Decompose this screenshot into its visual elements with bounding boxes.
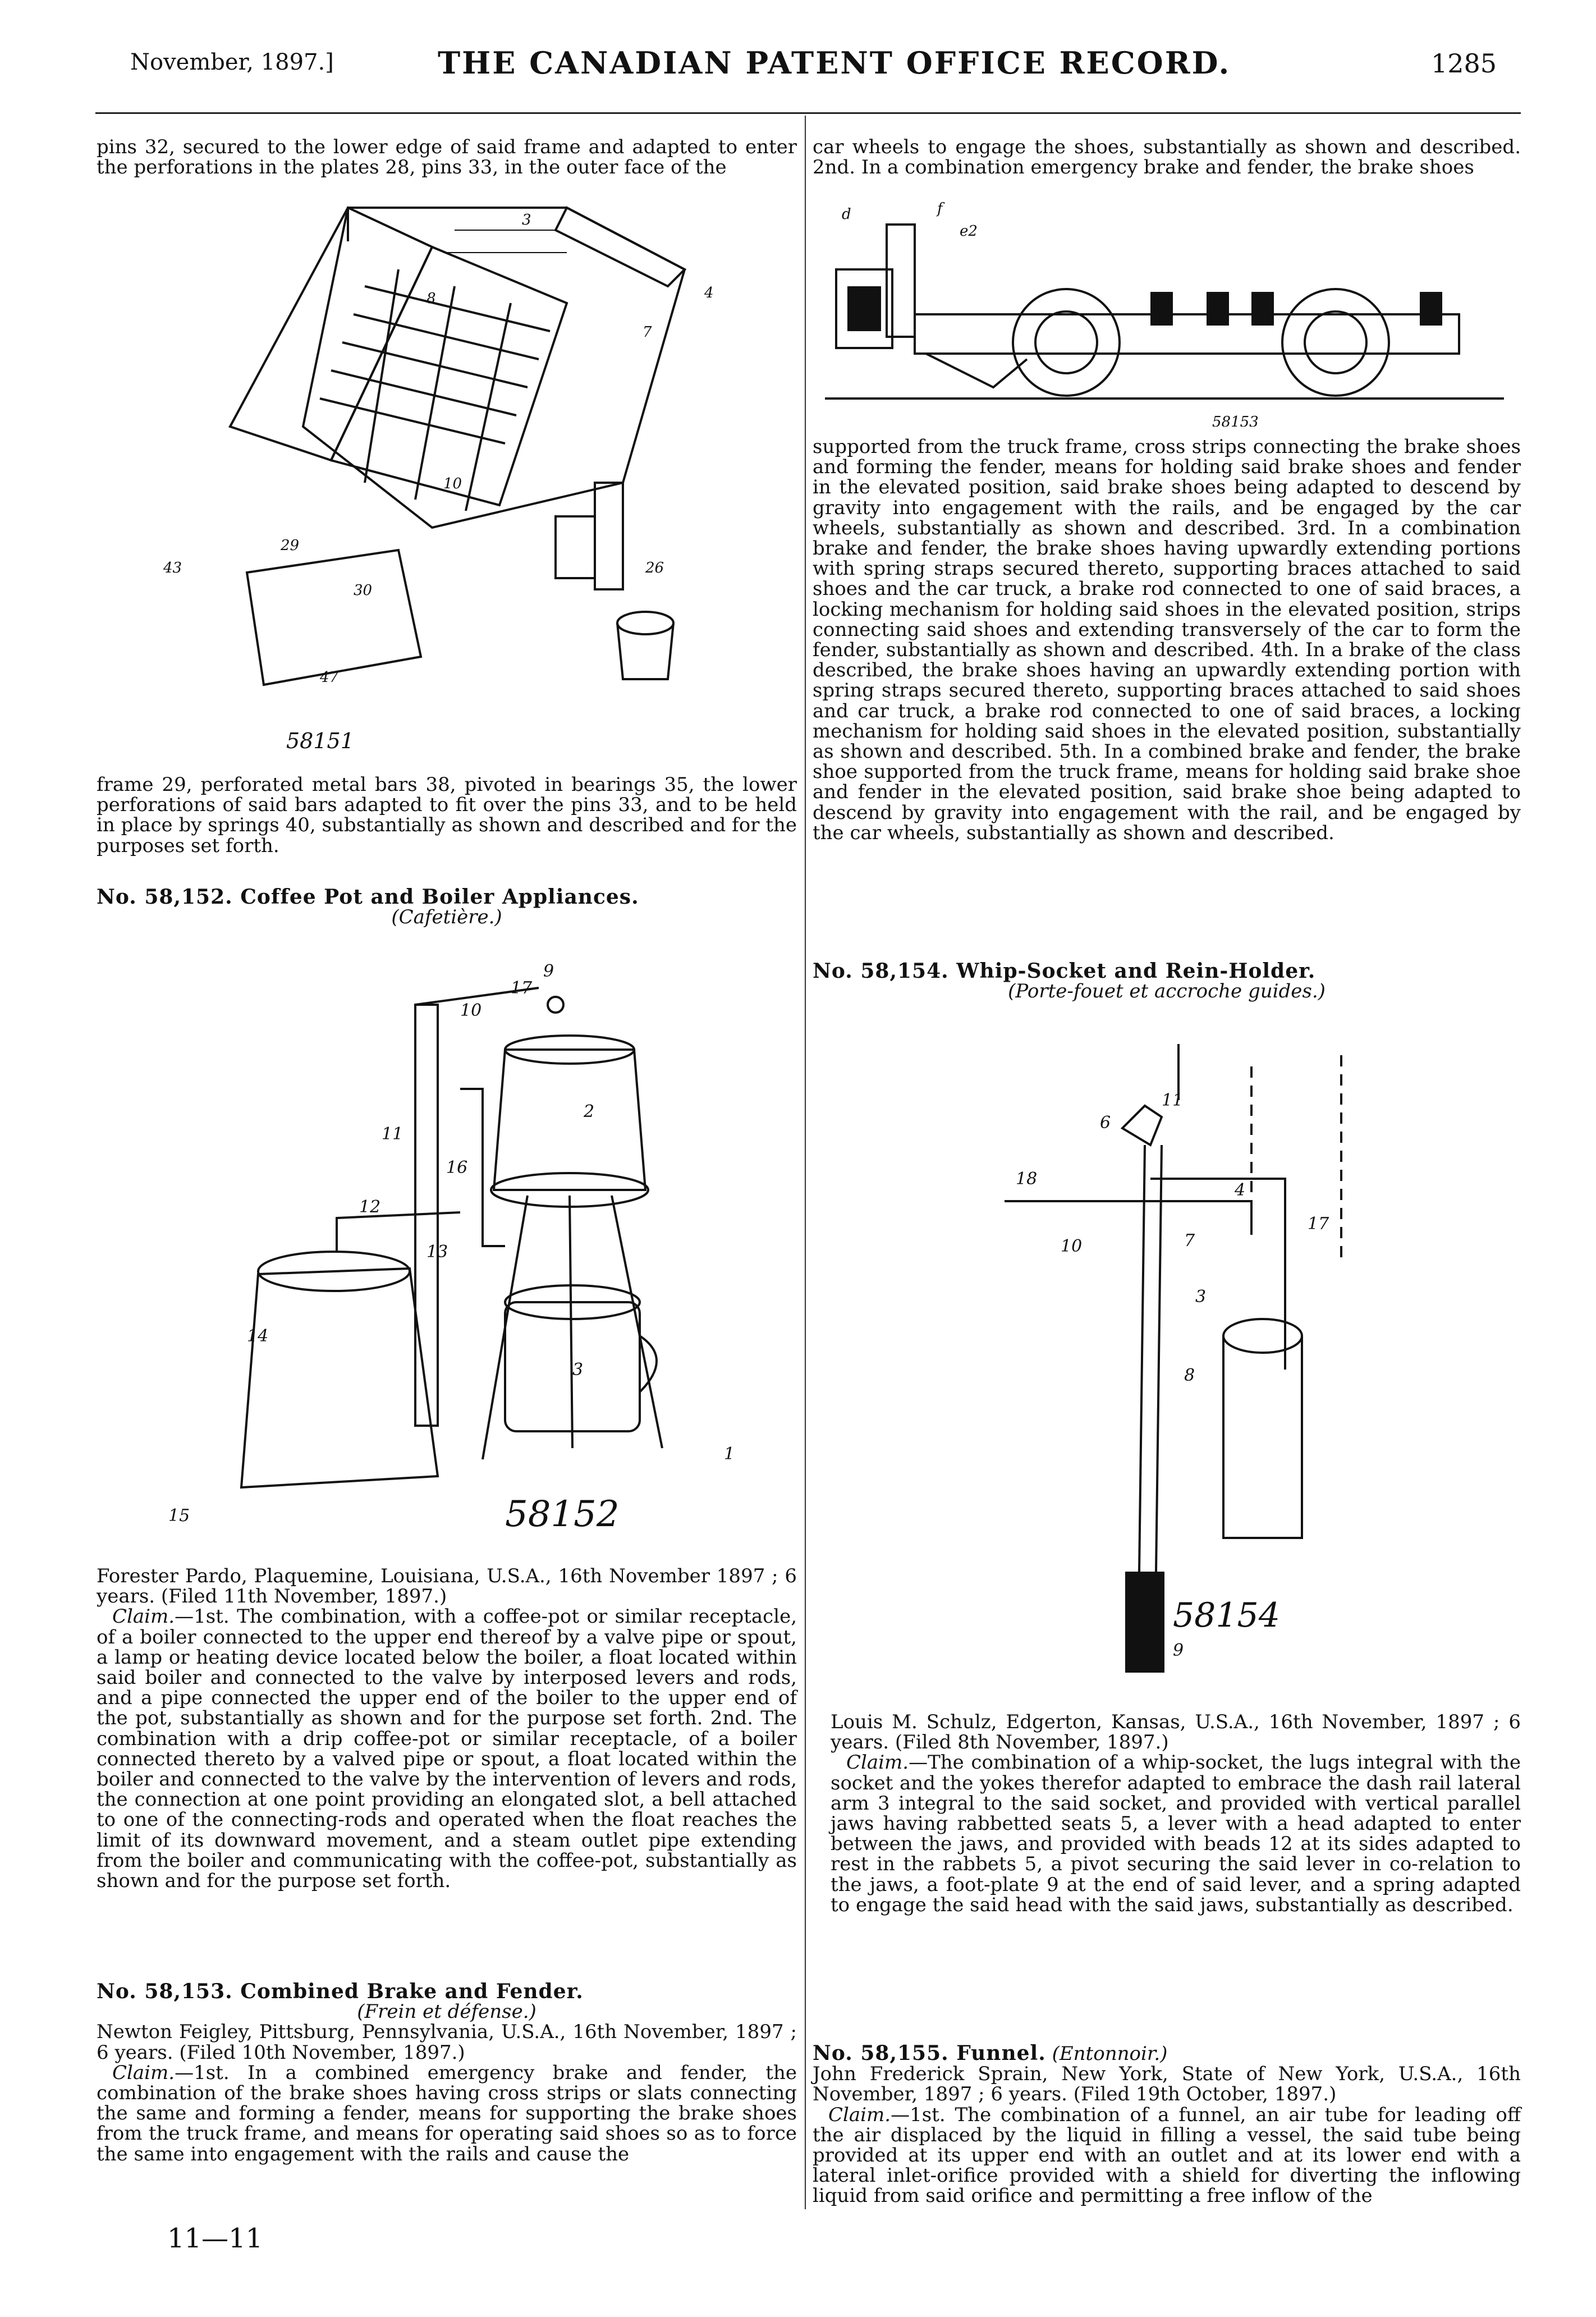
patent-drawing-58151 — [163, 191, 730, 752]
drawing-58154-svg — [1005, 1033, 1409, 1678]
fig-ref-2: 2 — [584, 1102, 595, 1121]
signature-mark: 11—11 — [167, 2223, 263, 2254]
patent-58152-body — [97, 1566, 797, 1891]
patent-claim — [97, 2063, 797, 2164]
fig-ref-7: 7 — [643, 324, 652, 341]
fig-ref-label: 58153 — [1212, 414, 1259, 427]
continuation-text: frame 29, perforated metal bars 38, pivoted in bearings 35, the lower perforations of said bars adapted to fit over the pins 33, and to be held in place by springs 40, substantially as shown and described and for the purposes set forth. — [97, 773, 797, 857]
fig-ref-10: 10 — [460, 1001, 482, 1020]
fig-ref-16: 16 — [446, 1158, 468, 1178]
patent-58154-heading-block — [813, 961, 1521, 1001]
claim-text: —1st. The combination, with a coffee-pot or similar receptacle, of a boiler connected to the upper end thereof by a valve pipe or spout, a lamp or heating device located below the boiler, a float located within said boiler and connected to the valve by interposed levers and rods, and a pipe connected the upper end of the boiler to the upper end of the pot, substantially as shown and for the purpose set forth. 2nd. The combination with a drip coffee-pot or similar receptacle, of a boiler connected thereto by a valved pipe or spout, a float located within the boiler and connected to the valve by the intervention of levers and rods, the connection at one point providing an elongated slot, a bell attached to one of the connecting-rods and operated when the float reaches the limit of its downward movement, and a steam outlet pipe extending from the boiler and communicating with the coffee-pot, substantially as shown and for the purpose set forth. — [97, 1605, 797, 1893]
fig-ref-17: 17 — [1308, 1214, 1329, 1234]
fig-ref-11: 11 — [382, 1124, 403, 1144]
continuation-text: supported from the truck frame, cross strips connecting the brake shoes and forming the fender, means for holding said brake shoes and fender in the elevated position, said brake shoes being adapted to descend by gravity into engagement with the rails, and be engaged by the car wheels, substantially as shown and described. 3rd. In a combination brake and fender, the brake shoes having upwardly extending portions with spring straps secured thereto, supporting braces attached to said shoes and the car truck, a brake rod connected to one of said braces, a locking mechanism for holding said shoes in the elevated position, strips connecting said shoes and extending transversely of the car to form the fender, substantially as shown and described. 4th. In a brake of the class described, the brake shoes having an upwardly extending portion with spring straps secured thereto, supporting braces attached to said shoes and car truck, a brake rod connected to one of said braces, a locking mechanism for holding said shoes in the elevated position, substantially as shown and described. 5th. In a combined brake and fender, the brake shoe supported from the truck frame, means for holding said brake shoe and fender in the elevated position, said brake shoe being adapted to descend by gravity into engagement with the rail, and be engaged by the car wheels, substantially as shown and described. — [813, 436, 1521, 844]
fig-ref-4: 4 — [704, 285, 714, 301]
fig-ref-13: 13 — [426, 1242, 448, 1262]
fig-ref-17: 17 — [511, 978, 533, 998]
claim-label: Claim. — [112, 1605, 175, 1628]
patent-inventor: Forester Pardo, Plaquemine, Louisiana, U.S.A., 16th November 1897 ; 6 years. (Filed 11th November, 1897.) — [97, 1565, 797, 1608]
column-divider — [805, 116, 806, 2209]
fig-ref-3: 3 — [522, 212, 531, 228]
patent-58155-block — [813, 2043, 1521, 2206]
fig-ref-11: 11 — [1162, 1091, 1184, 1110]
patent-claim — [813, 2105, 1521, 2206]
patent-subtitle: (Frein et défense.) — [357, 2000, 536, 2023]
fig-ref-7: 7 — [1184, 1231, 1195, 1251]
journal-title: THE CANADIAN PATENT OFFICE RECORD. — [438, 45, 1231, 81]
fig-ref-3: 3 — [572, 1360, 584, 1380]
figure-label-58154: 58154 — [1173, 1596, 1280, 1635]
patent-heading: No. 58,154. Whip-Socket and Rein-Holder. — [813, 959, 1316, 983]
patent-drawing-58152 — [168, 954, 741, 1572]
drawing-58151-svg — [163, 191, 730, 752]
fig-ref-6: 6 — [1100, 1113, 1111, 1133]
figure-label-58151: 58151 — [286, 729, 354, 753]
fig-ref-9: 9 — [543, 961, 554, 981]
page-number: 1285 — [1431, 48, 1497, 79]
patent-drawing-58153 — [825, 191, 1504, 427]
drawing-58153-svg — [825, 191, 1504, 427]
header-date: November, 1897.] — [130, 49, 334, 75]
claim-text: —The combination of a whip-socket, the lugs integral with the socket and the yokes therefor adapted to embrace the dash rail lateral arm 3 integral to the said socket, and provided with vertical parallel jaws having rabbetted seats 5, a lever with a head adapted to enter between the jaws, and provided with beads 12 at its sides adapted to rest in the rabbets 5, a pivot securing the said lever in co-relation to the jaws, a foot-plate 9 at the end of said lever, and a spring adapted to engage the said head with the said jaws, substantially as described. — [831, 1751, 1521, 1916]
fig-ref-18: 18 — [1016, 1169, 1038, 1189]
patent-subtitle: (Porte-fouet et accroche guides.) — [1008, 980, 1326, 1003]
drawing-58152-svg — [168, 954, 741, 1572]
fig-ref-26: 26 — [645, 560, 664, 576]
continuation-text: pins 32, secured to the lower edge of said frame and adapted to enter the perforations in the plates 28, pins 33, in the outer face of the — [97, 136, 797, 179]
patent-inventor: John Frederick Sprain, New York, State of New York, U.S.A., 16th November, 1897 ; 6 years. (Filed 19th October, 1897.) — [813, 2063, 1521, 2106]
patent-subtitle: (Cafetière.) — [391, 906, 502, 929]
fig-ref-29: 29 — [281, 537, 300, 554]
claim-text: —1st. The combination of a funnel, an air tube for leading off the air displaced by the liquid in filling a vessel, the said tube being provided at its upper end with an outlet and at its lower end with a lateral inlet-orifice provided with a shield for diverting the inflowing liquid from said orifice and permitting a free inflow of the — [813, 2103, 1521, 2208]
fig-ref-10: 10 — [1061, 1237, 1083, 1256]
patent-58153-block — [97, 1981, 797, 2164]
claim-label: Claim. — [112, 2061, 175, 2084]
fig-ref-15: 15 — [168, 1506, 190, 1526]
left-continuation-top — [97, 137, 797, 177]
fig-ref-9: 9 — [1173, 1641, 1184, 1660]
patent-subtitle: (Entonnoir.) — [1052, 2043, 1168, 2065]
figure-label-58152: 58152 — [505, 1494, 620, 1535]
fig-ref-8: 8 — [1184, 1366, 1195, 1385]
fig-ref-3: 3 — [1195, 1287, 1207, 1307]
fig-ref-d: d — [842, 206, 851, 223]
fig-ref-43: 43 — [163, 560, 182, 576]
patent-inventor: Newton Feigley, Pittsburg, Pennsylvania, U.S.A., 16th November, 1897 ; 6 years. (Filed 10th November, 1897.) — [97, 2021, 797, 2064]
header-rule — [95, 112, 1521, 114]
fig-ref-12: 12 — [359, 1197, 381, 1217]
fig-ref-8: 8 — [426, 290, 436, 307]
fig-ref-f: f — [937, 200, 943, 217]
fig-ref-47: 47 — [320, 669, 339, 686]
claim-text: —1st. In a combined emergency brake and fender, the combination of the brake shoes having cross strips or slats connecting the same and forming a fender, means for supporting the brake shoes from the truck frame, and means for operating said shoes so as to force the same into engagement with the rails and cause the — [97, 2061, 797, 2165]
patent-heading-line — [813, 2043, 1521, 2064]
continuation-text: car wheels to engage the shoes, substantially as shown and described. 2nd. In a combination emergency brake and fender, the brake shoes — [813, 136, 1521, 179]
fig-ref-30: 30 — [354, 582, 373, 599]
left-continuation-bottom — [97, 775, 797, 856]
claim-label: Claim. — [828, 2103, 891, 2126]
patent-heading: No. 58,153. Combined Brake and Fender. — [97, 1980, 584, 2003]
fig-ref-e2: e2 — [960, 223, 978, 240]
fig-ref-1: 1 — [724, 1444, 735, 1464]
patent-claim — [97, 1606, 797, 1891]
right-continuation-top — [813, 137, 1521, 177]
page-header — [0, 0, 1596, 112]
fig-ref-14: 14 — [247, 1326, 269, 1346]
patent-inventor: Louis M. Schulz, Edgerton, Kansas, U.S.A., 16th November, 1897 ; 6 years. (Filed 8th November, 1897.) — [831, 1711, 1521, 1754]
patent-claim — [831, 1752, 1521, 1915]
patent-58154-body — [831, 1712, 1521, 1915]
patent-drawing-58154 — [1005, 1033, 1409, 1678]
fig-ref-10: 10 — [443, 475, 462, 492]
patent-heading: No. 58,155. Funnel. — [813, 2041, 1046, 2065]
patent-58152-heading-block — [97, 887, 797, 927]
patent-58153-continuation — [813, 437, 1521, 843]
claim-label: Claim. — [846, 1751, 909, 1774]
patent-heading: No. 58,152. Coffee Pot and Boiler Appliances. — [97, 885, 639, 909]
fig-ref-4: 4 — [1235, 1180, 1246, 1200]
